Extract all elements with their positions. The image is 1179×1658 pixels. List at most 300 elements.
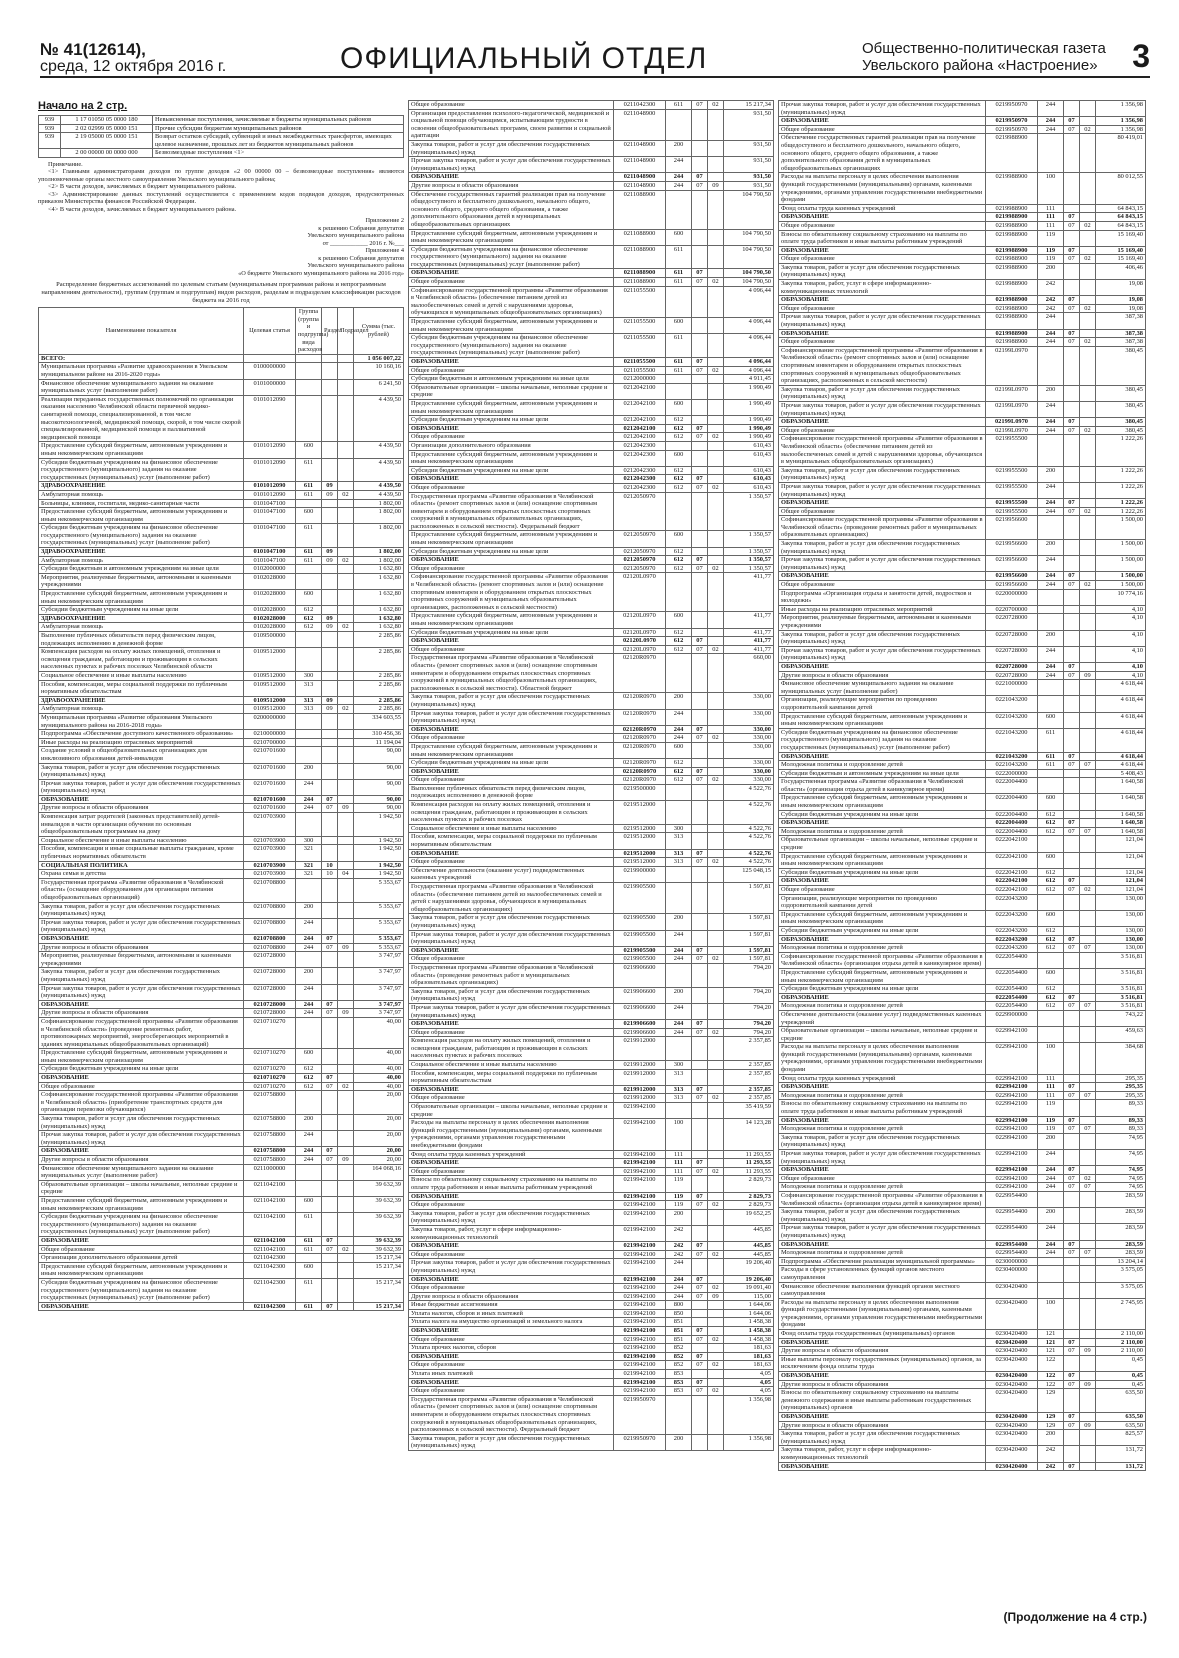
- table-cell: 0221043200: [986, 761, 1038, 770]
- table-cell: 1 802,00: [354, 499, 404, 508]
- table-row: [409, 784, 774, 800]
- table-row: [779, 1355, 1146, 1371]
- table-cell: 121,04: [1096, 886, 1146, 895]
- table-row: [779, 296, 1146, 305]
- table-cell: [708, 1434, 724, 1450]
- table-row: [409, 1159, 774, 1168]
- table-cell: Общее образование: [409, 1250, 614, 1259]
- table-row: [779, 1183, 1146, 1192]
- table-cell: [338, 952, 354, 968]
- table-cell: 0219942100: [614, 1250, 666, 1259]
- table-cell: 0210701600: [244, 804, 296, 813]
- table-row: [779, 255, 1146, 264]
- table-row: [779, 836, 1146, 852]
- table-cell: 931,50: [724, 157, 774, 173]
- table-cell: Государственная программа «Развитие образования в Челябинской области» (оснащение оборудованием для организации питания общеобразовательных организаций): [39, 878, 244, 902]
- table-cell: Общее образование: [409, 564, 614, 573]
- table-cell: [708, 573, 724, 612]
- table-cell: 0211042100: [244, 1245, 296, 1254]
- table-cell: [322, 984, 338, 1000]
- table-cell: 07: [1064, 935, 1080, 944]
- table-cell: [322, 968, 338, 984]
- table-cell: 851: [666, 1335, 692, 1344]
- table-cell: Другие вопросы в области образования: [39, 804, 244, 813]
- table-cell: 612: [296, 614, 322, 623]
- table-row: [39, 458, 404, 482]
- table-cell: Предоставление субсидий бюджетным, автономным учреждениям и иным некоммерческим организациям: [779, 852, 986, 868]
- table-cell: 0229942100: [986, 1074, 1038, 1083]
- table-cell: [1080, 230, 1096, 246]
- table-row: [409, 930, 774, 946]
- table-cell: Софинансирование государственной программы «Развитие образования в Челябинской области» (проведение ремонтных работ, противопожарных мероприятий, энергосберегающих мероприятий в зданиях муниципальных общеобразовательных организаций): [39, 1017, 244, 1048]
- table-cell: Прочая закупка товаров, работ и услуг для обеспечения государственных (муниципальных) нужд: [779, 1224, 986, 1240]
- table-cell: Взносы по обязательному социальному страхованию на выплаты денежного содержания и иные выплаты работникам государственных (муниципальных) органов: [779, 1389, 986, 1413]
- table-cell: 07: [692, 1387, 708, 1396]
- table-cell: 02: [1080, 125, 1096, 134]
- table-row: [779, 329, 1146, 338]
- table-cell: 4 522,76: [724, 801, 774, 825]
- table-cell: 07: [322, 804, 338, 813]
- table-cell: 07: [1064, 1002, 1080, 1011]
- table-cell: 0210710270: [244, 1017, 296, 1048]
- table-cell: 07: [1064, 671, 1080, 680]
- table-row: [409, 1020, 774, 1029]
- table-cell: 0101047100: [244, 499, 296, 508]
- table-cell: Субсидии бюджетным учреждениям на финансовое обеспечение государственного (муниципального) задания на оказание государственных (муниципальных) услуг (выполнение работ): [409, 334, 614, 358]
- table-cell: [692, 1309, 708, 1318]
- table-cell: 07: [692, 556, 708, 565]
- table-cell: 612: [1038, 877, 1064, 886]
- table-row: [779, 246, 1146, 255]
- table-cell: Закупка товаров, работ и услуг для обеспечения государственных (муниципальных) нужд: [39, 763, 244, 779]
- table-cell: Расходы на выплаты персоналу в целях обеспечения выполнения функций государственными (муниципальными) органами, казенными учреждениями, органами управления государственными внебюджетными фондами: [779, 1298, 986, 1329]
- table-cell: 0210703900: [244, 845, 296, 861]
- table-cell: 07: [692, 637, 708, 646]
- table-cell: [692, 1003, 708, 1019]
- table-cell: [692, 801, 708, 825]
- table-cell: 612: [666, 466, 692, 475]
- table-cell: 07: [322, 795, 338, 804]
- table-cell: 07: [692, 101, 708, 110]
- table-cell: Субсидии бюджетным и автономным учреждениям на иные цели: [779, 769, 986, 778]
- table-row: [39, 548, 404, 557]
- table-row: [39, 590, 404, 606]
- table-cell: 313: [296, 696, 322, 705]
- table-cell: Компенсация расходов на оплату жилых помещений, отопления и освещения гражданам, работающим и проживающим в сельских населенных пунктах и рабочих поселках: [409, 1037, 614, 1061]
- table-cell: 07: [322, 943, 338, 952]
- table-cell: 3 516,81: [1096, 993, 1146, 1002]
- table-row: [409, 157, 774, 173]
- table-row: [39, 779, 404, 795]
- table-cell: 1 458,38: [724, 1335, 774, 1344]
- table-cell: Прочая закупка товаров, работ и услуг для обеспечения государственных (муниципальных) нужд: [409, 930, 614, 946]
- table-cell: 02120R0970: [614, 776, 666, 785]
- table-cell: [1080, 466, 1096, 482]
- table-cell: [666, 654, 692, 693]
- table-cell: 611: [296, 490, 322, 499]
- table-cell: 244: [296, 984, 322, 1000]
- table-cell: 15 217,34: [354, 1278, 404, 1302]
- table-cell: 0219988900: [986, 221, 1038, 230]
- table-cell: ОБРАЗОВАНИЕ: [409, 946, 614, 955]
- table-cell: Молодежная политика и оздоровление детей: [779, 944, 986, 953]
- table-cell: [708, 693, 724, 709]
- table-cell: 611: [666, 366, 692, 375]
- table-row: [779, 230, 1146, 246]
- table-cell: 611: [666, 278, 692, 287]
- table-cell: 111: [666, 1167, 692, 1176]
- table-cell: 242: [1038, 280, 1064, 296]
- table-cell: Образовательные организации – школы начальные, неполные средние и средние: [409, 1103, 614, 1119]
- table-cell: 380,45: [1096, 426, 1146, 435]
- table-cell: Субсидии бюджетным учреждениям на иные цели: [779, 868, 986, 877]
- table-cell: 244: [296, 779, 322, 795]
- table-cell: Общее образование: [779, 221, 986, 230]
- table-row: [779, 435, 1146, 466]
- table-cell: 40,00: [354, 1074, 404, 1083]
- table-cell: [1080, 1266, 1096, 1282]
- table-cell: 07: [1064, 426, 1080, 435]
- table-cell: 104 790,50: [724, 245, 774, 269]
- table-row: [39, 747, 404, 763]
- table-cell: [1080, 614, 1096, 630]
- table-cell: 0219955500: [986, 507, 1038, 516]
- table-cell: 02120L0970: [614, 628, 666, 637]
- table-cell: [692, 1434, 708, 1450]
- table-cell: [1080, 952, 1096, 968]
- table-cell: [1080, 572, 1096, 581]
- note-line: Примечание.: [48, 160, 83, 168]
- table-cell: 15 217,34: [354, 1302, 404, 1311]
- table-cell: [1064, 952, 1080, 968]
- table-row: [409, 824, 774, 833]
- table-cell: 612: [666, 645, 692, 654]
- table-cell: 0219942100: [614, 1259, 666, 1275]
- table-cell: [708, 866, 724, 882]
- table-cell: 635,50: [1096, 1421, 1146, 1430]
- table-cell: [1038, 952, 1064, 968]
- table-row: [779, 827, 1146, 836]
- table-cell: 164 068,16: [354, 1164, 404, 1180]
- table-cell: 02199L0970: [986, 401, 1038, 417]
- table-cell: 612: [1038, 827, 1064, 836]
- table-cell: ОБРАЗОВАНИЕ: [409, 1352, 614, 1361]
- table-cell: 611: [1038, 752, 1064, 761]
- table-row: [39, 804, 404, 813]
- table-cell: [1080, 769, 1096, 778]
- table-cell: [692, 1119, 708, 1150]
- table-cell: 64 843,15: [1096, 204, 1146, 213]
- table-cell: 610,43: [724, 466, 774, 475]
- table-cell: Предоставление субсидий бюджетным, автономным учреждениям и иным некоммерческим организациям: [409, 318, 614, 334]
- table-cell: [322, 918, 338, 934]
- table-cell: [296, 1091, 322, 1115]
- table-cell: [1080, 819, 1096, 828]
- table-cell: 1 990,49: [724, 399, 774, 415]
- table-cell: 0101012090: [244, 458, 296, 482]
- table-cell: [1080, 1430, 1096, 1446]
- table-cell: 0229954400: [986, 1249, 1038, 1258]
- table-cell: 600: [1038, 968, 1064, 984]
- table-cell: Закупка товаров, работ, услуг в сфере информационно-коммуникационных технологий: [779, 280, 986, 296]
- table-cell: [692, 914, 708, 930]
- table-cell: Прочая закупка товаров, работ и услуг для обеспечения государственных (муниципальных) нужд: [409, 709, 614, 725]
- table-cell: ОБРАЗОВАНИЕ: [779, 213, 986, 222]
- table-cell: 0221043200: [986, 712, 1038, 728]
- table-cell: 600: [296, 590, 322, 606]
- table-cell: 13 204,14: [1096, 1257, 1146, 1266]
- table-cell: [1064, 1389, 1080, 1413]
- table-cell: 0219955500: [986, 435, 1038, 466]
- table-cell: 244: [296, 1131, 322, 1147]
- table-cell: 07: [692, 1352, 708, 1361]
- table-cell: [1064, 696, 1080, 712]
- table-cell: 242: [1038, 304, 1064, 313]
- table-cell: 612: [1038, 1002, 1064, 1011]
- table-cell: 1 356,98: [724, 1434, 774, 1450]
- table-cell: 794,20: [724, 1020, 774, 1029]
- table-cell: 4 439,50: [354, 442, 404, 458]
- table-cell: [1080, 1116, 1096, 1125]
- table-cell: [708, 987, 724, 1003]
- table-cell: [692, 1061, 708, 1070]
- table-cell: 0229942100: [986, 1125, 1038, 1134]
- revenue-cell: Безвозмездные поступления <1>: [153, 149, 404, 158]
- table-cell: 244: [296, 1147, 322, 1156]
- table-cell: [1038, 614, 1064, 630]
- table-cell: [1064, 1208, 1080, 1224]
- table-row: [779, 101, 1146, 117]
- table-cell: 0212050970: [614, 547, 666, 556]
- table-cell: [1080, 435, 1096, 466]
- table-cell: [708, 1344, 724, 1353]
- table-cell: 600: [666, 399, 692, 415]
- table-cell: 612: [1038, 819, 1064, 828]
- table-cell: ОБРАЗОВАНИЕ: [409, 358, 614, 367]
- table-cell: 02: [708, 564, 724, 573]
- table-row: [779, 1125, 1146, 1134]
- table-cell: [692, 318, 708, 334]
- table-cell: 1 644,06: [724, 1301, 774, 1310]
- table-row: [39, 379, 404, 395]
- table-cell: 0101047100: [244, 556, 296, 565]
- table-cell: [708, 1309, 724, 1318]
- table-cell: 3 516,81: [1096, 985, 1146, 994]
- table-row: [409, 1119, 774, 1150]
- table-row: [779, 1174, 1146, 1183]
- table-cell: Фонд оплаты труда государственных (муниципальных) органов: [779, 1330, 986, 1339]
- table-cell: 4 439,50: [354, 395, 404, 442]
- table-cell: Общее образование: [39, 1245, 244, 1254]
- table-row: [409, 1370, 774, 1379]
- table-cell: [708, 399, 724, 415]
- table-row: [409, 399, 774, 415]
- table-cell: [338, 1196, 354, 1212]
- table-row: [39, 902, 404, 918]
- note-line: <2> В части доходов, зачисляемых в бюджет муниципального района.: [48, 183, 237, 191]
- table-cell: 0200000000: [244, 713, 296, 729]
- table-cell: 244: [296, 943, 322, 952]
- table-cell: 611: [296, 1213, 322, 1237]
- table-cell: 0219950970: [986, 125, 1038, 134]
- table-cell: 0222043200: [986, 935, 1038, 944]
- table-cell: 0219906600: [614, 1003, 666, 1019]
- table-row: [39, 878, 404, 902]
- table-cell: 07: [692, 278, 708, 287]
- table-cell: 0210708800: [244, 878, 296, 902]
- table-row: [39, 763, 404, 779]
- revenue-cell: 2 02 02999 05 0000 151: [61, 124, 153, 133]
- table-cell: [708, 450, 724, 466]
- table-cell: [296, 713, 322, 729]
- table-cell: Образовательные организации – школы начальные, неполные средние и средние: [779, 836, 986, 852]
- table-row: [779, 1462, 1146, 1471]
- table-cell: 1 356,98: [1096, 125, 1146, 134]
- table-cell: Софинансирование государственной программы «Развитие образования в Челябинской области» (проведение ремонтных работ в муниципальных образовательных организациях): [779, 516, 986, 540]
- table-row: [409, 424, 774, 433]
- table-cell: 244: [1038, 117, 1064, 126]
- table-row: [39, 696, 404, 705]
- table-cell: 07: [1080, 1125, 1096, 1134]
- table-cell: Общее образование: [779, 125, 986, 134]
- table-cell: 600: [296, 442, 322, 458]
- table-cell: 611: [296, 1302, 322, 1311]
- table-row: [779, 540, 1146, 556]
- table-cell: 244: [1038, 646, 1064, 662]
- table-cell: [322, 779, 338, 795]
- table-cell: 384,68: [1096, 1043, 1146, 1074]
- table-cell: 0210701600: [244, 795, 296, 804]
- table-cell: [708, 424, 724, 433]
- table-cell: [296, 1017, 322, 1048]
- table-cell: 0102028000: [244, 606, 296, 615]
- table-cell: [338, 984, 354, 1000]
- table-row: [39, 1236, 404, 1245]
- table-cell: [1038, 1191, 1064, 1207]
- revenue-cell: [39, 149, 61, 158]
- table-cell: 07: [692, 1242, 708, 1251]
- table-row: [779, 1010, 1146, 1026]
- table-row: [39, 499, 404, 508]
- table-cell: [322, 763, 338, 779]
- table-cell: [1080, 1446, 1096, 1462]
- table-cell: 0219942100: [614, 1176, 666, 1192]
- table-cell: [692, 1370, 708, 1379]
- table-cell: 0222004400: [986, 778, 1038, 794]
- table-row: [409, 1094, 774, 1103]
- table-cell: [692, 466, 708, 475]
- table-cell: 1 222,26: [1096, 482, 1146, 498]
- table-cell: [338, 499, 354, 508]
- table-cell: 612: [666, 628, 692, 637]
- table-cell: Закупка товаров, работ и услуг для обеспечения государственных (муниципальных) нужд: [779, 1430, 986, 1446]
- table-cell: [692, 833, 708, 849]
- table-cell: 0230420400: [986, 1446, 1038, 1462]
- table-cell: [708, 441, 724, 450]
- table-cell: 0221043200: [986, 752, 1038, 761]
- table-cell: 02: [708, 1201, 724, 1210]
- table-cell: 612: [666, 776, 692, 785]
- table-cell: 0219955500: [986, 466, 1038, 482]
- table-cell: 0210708800: [244, 934, 296, 943]
- table-cell: Общее образование: [779, 255, 986, 264]
- table-cell: 283,59: [1096, 1249, 1146, 1258]
- table-cell: [708, 1209, 724, 1225]
- table-cell: 0210728000: [244, 984, 296, 1000]
- table-cell: 611: [666, 334, 692, 358]
- table-cell: 612: [1038, 935, 1064, 944]
- table-cell: 119: [1038, 1100, 1064, 1116]
- table-cell: [708, 725, 724, 734]
- table-cell: [1064, 1010, 1080, 1026]
- table-cell: 0219905500: [614, 946, 666, 955]
- table-cell: Обеспечение государственных гарантий реализации прав на получение общедоступного и бесплатного дошкольного, начального общего, основного общего, среднего общего образования, а также дополнительного образования детей в муниципальных общеобразовательных организациях: [409, 190, 614, 229]
- table-row: [39, 648, 404, 672]
- table-cell: 4 911,45: [724, 375, 774, 384]
- table-cell: [1064, 926, 1080, 935]
- table-cell: 0219988900: [986, 173, 1038, 204]
- table-cell: 612: [666, 433, 692, 442]
- table-cell: [296, 738, 322, 747]
- table-cell: [338, 573, 354, 589]
- table-cell: 131,72: [1096, 1462, 1146, 1471]
- table-cell: 07: [1064, 255, 1080, 264]
- table-row: [409, 654, 774, 693]
- table-cell: 931,50: [724, 109, 774, 140]
- table-cell: Предоставление субсидий бюджетным, автономным учреждениям и иным некоммерческим организациям: [779, 910, 986, 926]
- table-row: [409, 483, 774, 492]
- table-cell: [708, 1192, 724, 1201]
- table-cell: [708, 1318, 724, 1327]
- table-cell: [692, 547, 708, 556]
- table-cell: 07: [692, 767, 708, 776]
- table-cell: 0229942100: [986, 1027, 1038, 1043]
- table-cell: 0101012090: [244, 490, 296, 499]
- table-cell: [1080, 836, 1096, 852]
- table-cell: 244: [666, 725, 692, 734]
- table-row: [779, 712, 1146, 728]
- table-cell: 07: [1064, 819, 1080, 828]
- table-cell: 242: [666, 1242, 692, 1251]
- table-cell: 07: [1064, 246, 1080, 255]
- table-cell: 411,77: [724, 612, 774, 628]
- table-cell: [338, 1091, 354, 1115]
- revenue-cell: Прочие субсидии бюджетам муниципальных районов: [153, 124, 404, 133]
- table-cell: 1 350,57: [724, 547, 774, 556]
- table-cell: Финансовое обеспечение муниципального задания на оказание муниципальных услуг (выполнение работ): [39, 1164, 244, 1180]
- table-cell: 111: [1038, 1083, 1064, 1092]
- table-cell: [1080, 329, 1096, 338]
- table-cell: 2 285,86: [354, 632, 404, 648]
- table-cell: 0211000000: [244, 1164, 296, 1180]
- table-cell: 09: [322, 490, 338, 499]
- table-cell: Уплата прочих налогов, сборов: [409, 1344, 614, 1353]
- table-cell: 07: [322, 1147, 338, 1156]
- table-cell: Софинансирование государственной программы «Развитие образования в Челябинской области» (организация отдыха детей в каникулярное время): [779, 1191, 986, 1207]
- table-row: [409, 1301, 774, 1310]
- table-row: [409, 1434, 774, 1450]
- table-cell: [1080, 213, 1096, 222]
- table-cell: 244: [296, 934, 322, 943]
- table-cell: 07: [692, 173, 708, 182]
- table-cell: Предоставление субсидий бюджетным, автономным учреждениям и иным некоммерческим организациям: [39, 442, 244, 458]
- table-cell: 07: [692, 955, 708, 964]
- table-cell: 0219512000: [614, 858, 666, 867]
- table-row: [779, 852, 1146, 868]
- table-cell: ОБРАЗОВАНИЕ: [779, 1083, 986, 1092]
- table-row: [409, 318, 774, 334]
- table-cell: 334 603,55: [354, 713, 404, 729]
